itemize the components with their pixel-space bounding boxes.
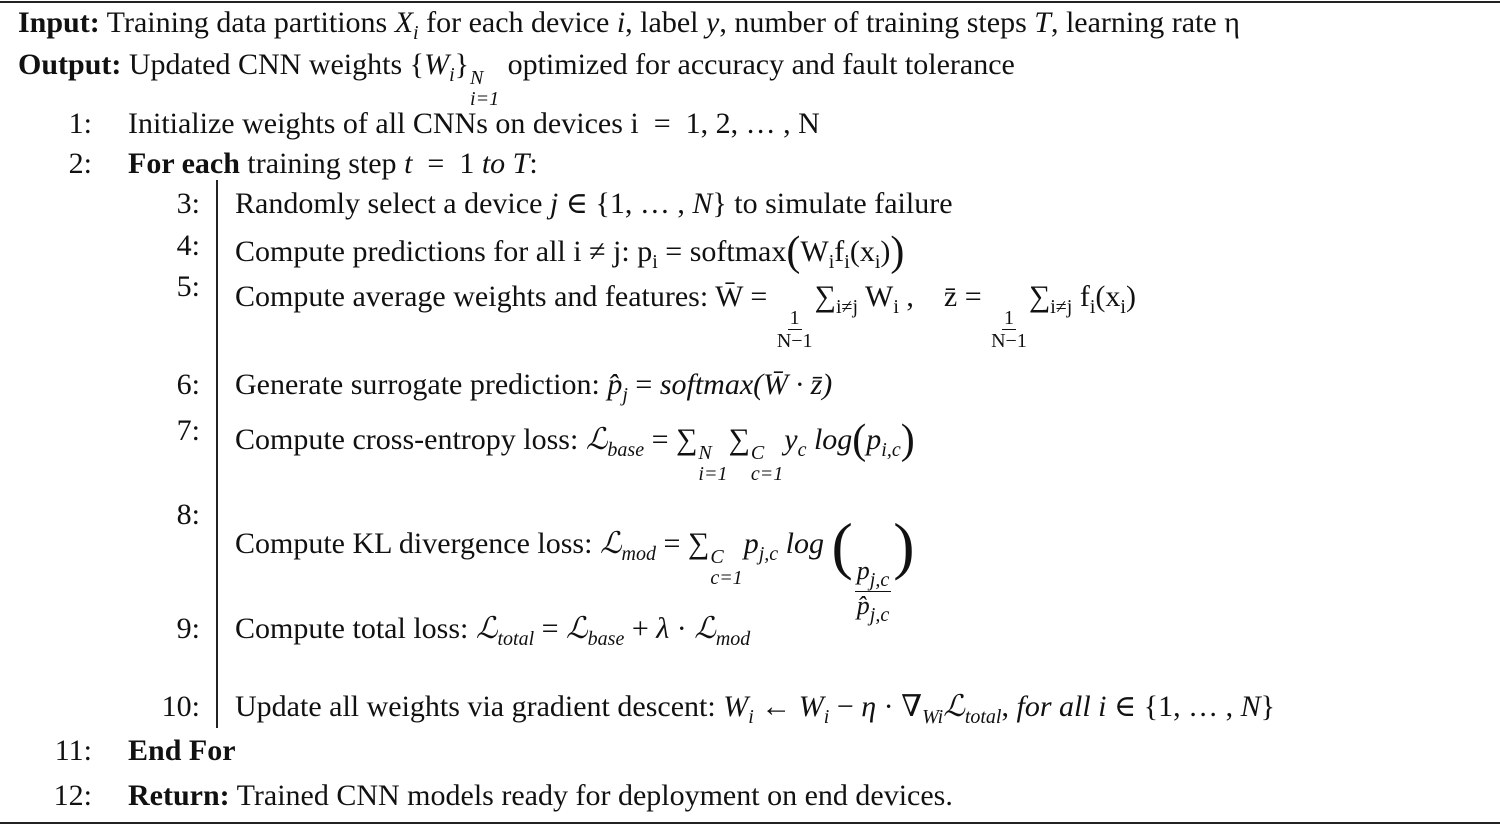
math-segment: i (844, 251, 850, 273)
lower-limit: i=1 (698, 463, 728, 485)
numerator (855, 557, 891, 592)
math-segment: ∈ {1, … , (558, 187, 693, 220)
math-segment: j (549, 187, 559, 220)
math-segment: N (1240, 690, 1261, 723)
upper-limit: N (470, 67, 484, 89)
math-segment: Output: (18, 48, 122, 81)
math-segment: t (404, 147, 413, 180)
math-segment: f (1072, 280, 1090, 313)
upper-limit: C (750, 442, 765, 464)
math-segment: Input: (18, 6, 100, 39)
math-segment: λ (656, 612, 670, 645)
math-segment: i (449, 64, 455, 86)
step-number: 7: (176, 414, 200, 447)
step-number: 9: (176, 612, 200, 645)
math-segment: to T (481, 147, 530, 180)
math-segment: = softmax (657, 235, 787, 268)
upper-limit: N (698, 442, 712, 464)
math-segment: ) (893, 510, 915, 581)
math-segment: For each (128, 147, 240, 180)
denominator (777, 330, 813, 352)
math-segment: ( (786, 229, 801, 275)
upper-limit: C (710, 546, 724, 568)
step-number: 8: (176, 498, 200, 531)
math-segment: i (823, 706, 830, 728)
math-segment: − (829, 690, 862, 723)
math-segment: for all i (1016, 690, 1107, 723)
math-segment: i (413, 22, 419, 44)
math-segment: ℒ (943, 690, 965, 723)
math-segment: = 1 (412, 147, 482, 180)
step-5 (235, 282, 1136, 352)
math-segment: optimized for accuracy and fault tolerance (500, 48, 1015, 81)
math-segment: i≠j (1050, 296, 1073, 318)
math-segment: W (858, 280, 894, 313)
math-segment: p (866, 423, 882, 456)
math-segment: , z̄ = (898, 280, 990, 313)
math-segment: (W̄ · z̄) (753, 368, 833, 401)
math-segment: : (529, 147, 538, 180)
math-segment: N−1 (776, 330, 813, 352)
math-segment: ∑ (814, 280, 836, 313)
step-number: 10: (161, 690, 200, 723)
math-segment: + (624, 612, 657, 645)
step-7 (235, 419, 915, 485)
math-segment: softmax (659, 368, 754, 401)
bottom-rule (0, 822, 1500, 824)
math-segment: ∈ {1, … , (1106, 690, 1241, 723)
sum-limits (710, 547, 742, 589)
loop-body-bar (216, 180, 218, 728)
math-segment: } (1260, 690, 1276, 723)
math-segment: N (692, 187, 713, 220)
step-3 (235, 189, 953, 219)
math-segment: ℒ (694, 612, 716, 645)
math-segment: ℒ (585, 423, 608, 456)
math-segment: p̂ (856, 591, 870, 620)
lower-limit: c=1 (750, 463, 784, 485)
input-line (18, 8, 1240, 43)
step-11 (128, 736, 236, 766)
denominator (857, 592, 889, 626)
math-segment: base (587, 628, 625, 650)
step-12 (128, 781, 953, 811)
fraction (777, 307, 813, 352)
math-segment: ( (831, 510, 853, 581)
math-segment: Trained CNN models ready for deployment on end devices. (229, 779, 953, 812)
math-segment: · (669, 612, 695, 645)
math-segment: ) (1125, 280, 1136, 313)
math-segment: i (828, 251, 835, 273)
math-segment: mod (715, 628, 751, 650)
math-segment: Randomly select a device (235, 187, 550, 220)
math-segment: training step (239, 147, 405, 180)
math-segment: Compute total loss: (235, 612, 476, 645)
math-segment: i (1120, 296, 1126, 318)
numerator (1002, 307, 1016, 330)
math-segment: log (785, 527, 832, 560)
math-segment: ℒ (475, 612, 498, 645)
math-segment (778, 527, 786, 560)
math-segment (806, 423, 814, 456)
math-segment: ( (852, 417, 867, 463)
math-segment: Updated CNN weights { (121, 48, 425, 81)
math-segment: , (1001, 690, 1017, 723)
math-segment: Generate surrogate prediction: (235, 368, 608, 401)
math-segment: total (964, 706, 1002, 728)
math-segment: for each device (418, 6, 617, 39)
step-number: 4: (176, 229, 200, 262)
math-segment: = (627, 368, 660, 401)
math-segment: = ∑ (644, 423, 698, 456)
math-segment: W (723, 690, 749, 723)
math-segment: Training data partitions (99, 6, 395, 39)
math-segment: i (1089, 296, 1096, 318)
math-segment: Return: (128, 779, 230, 812)
math-segment: ) (900, 417, 915, 463)
math-segment: Update all weights via gradient descent: (235, 690, 724, 723)
math-segment: y (784, 423, 798, 456)
math-segment: ∑ (1028, 280, 1051, 313)
math-segment: (x (849, 235, 875, 268)
math-segment: W (800, 235, 829, 268)
math-segment: Wi (922, 706, 944, 728)
math-segment: Compute predictions for all i ≠ j: p (235, 235, 653, 268)
math-segment: = ∑ (656, 527, 710, 560)
math-segment: i (652, 251, 658, 273)
math-segment: X (394, 6, 414, 39)
math-segment: ∑ (728, 423, 750, 456)
math-segment: , learning rate η (1050, 6, 1240, 39)
math-segment: i (616, 6, 626, 39)
math-segment: i (748, 706, 754, 728)
math-segment: j,c (869, 604, 890, 626)
math-segment: ℒ (566, 612, 588, 645)
math-segment: (x (1095, 280, 1121, 313)
math-segment: W (798, 690, 824, 723)
lower-limit: i=1 (470, 88, 500, 110)
math-segment: ) (890, 229, 905, 275)
step-2 (128, 149, 538, 179)
math-segment: Initialize weights of all CNNs on devices i = 1, 2, … , N (128, 107, 820, 140)
math-segment: } to simulate failure (712, 187, 953, 220)
top-rule (0, 1, 1500, 3)
math-segment: log (813, 423, 853, 456)
math-segment: p (743, 527, 759, 560)
math-segment: y (705, 6, 720, 39)
output-line (18, 50, 1015, 110)
math-segment: ∇ (901, 690, 923, 723)
math-segment: j (622, 384, 628, 406)
sum-limits (698, 443, 727, 485)
math-segment: ) (880, 235, 891, 268)
math-segment: p (856, 556, 870, 585)
step-number: 5: (176, 270, 200, 303)
math-segment: 1 (1003, 307, 1014, 329)
math-segment: N−1 (991, 330, 1027, 352)
step-number: 12: (53, 779, 92, 812)
lower-limit: c=1 (710, 567, 743, 589)
math-segment: i (874, 251, 881, 273)
denominator (991, 330, 1027, 352)
math-segment: total (497, 628, 535, 650)
sum-limits (470, 68, 499, 110)
math-segment: j,c (758, 543, 779, 565)
step-8 (235, 510, 915, 626)
step-number: 2: (68, 147, 92, 180)
step-6 (235, 370, 832, 405)
math-segment: 1 (789, 307, 800, 329)
math-segment: T (1034, 6, 1051, 39)
math-segment: · (876, 690, 902, 723)
math-segment: Compute average weights and features: W̄ = (235, 280, 775, 313)
math-segment: i (893, 296, 899, 318)
math-segment: ℒ (599, 527, 622, 560)
math-segment: ← (753, 690, 799, 723)
math-segment: i≠j (835, 296, 859, 318)
math-segment: mod (621, 543, 656, 565)
step-number: 6: (176, 368, 200, 401)
step-number: 3: (176, 187, 200, 220)
math-segment: p̂ (607, 368, 623, 401)
step-1 (128, 109, 820, 139)
math-segment: } (454, 48, 470, 81)
math-segment: End For (128, 734, 236, 767)
math-segment: base (607, 439, 645, 461)
fraction (991, 307, 1027, 352)
step-number: 11: (54, 734, 92, 767)
math-segment: , label (625, 6, 706, 39)
numerator (788, 307, 802, 330)
math-segment: Compute cross-entropy loss: (235, 423, 586, 456)
math-segment: Compute KL divergence loss: (235, 527, 600, 560)
math-segment: W (424, 48, 450, 81)
math-segment: j,c (869, 569, 890, 591)
step-4 (235, 231, 904, 273)
math-segment: f (834, 235, 845, 268)
step-9 (235, 614, 750, 649)
step-10 (235, 692, 1275, 727)
math-segment: c (797, 439, 807, 461)
fraction (855, 557, 891, 626)
math-segment: , number of training steps (719, 6, 1035, 39)
math-segment: i,c (881, 439, 901, 461)
step-number: 1: (68, 107, 92, 140)
math-segment: = (534, 612, 567, 645)
sum-limits (751, 443, 783, 485)
math-segment: η (861, 690, 877, 723)
